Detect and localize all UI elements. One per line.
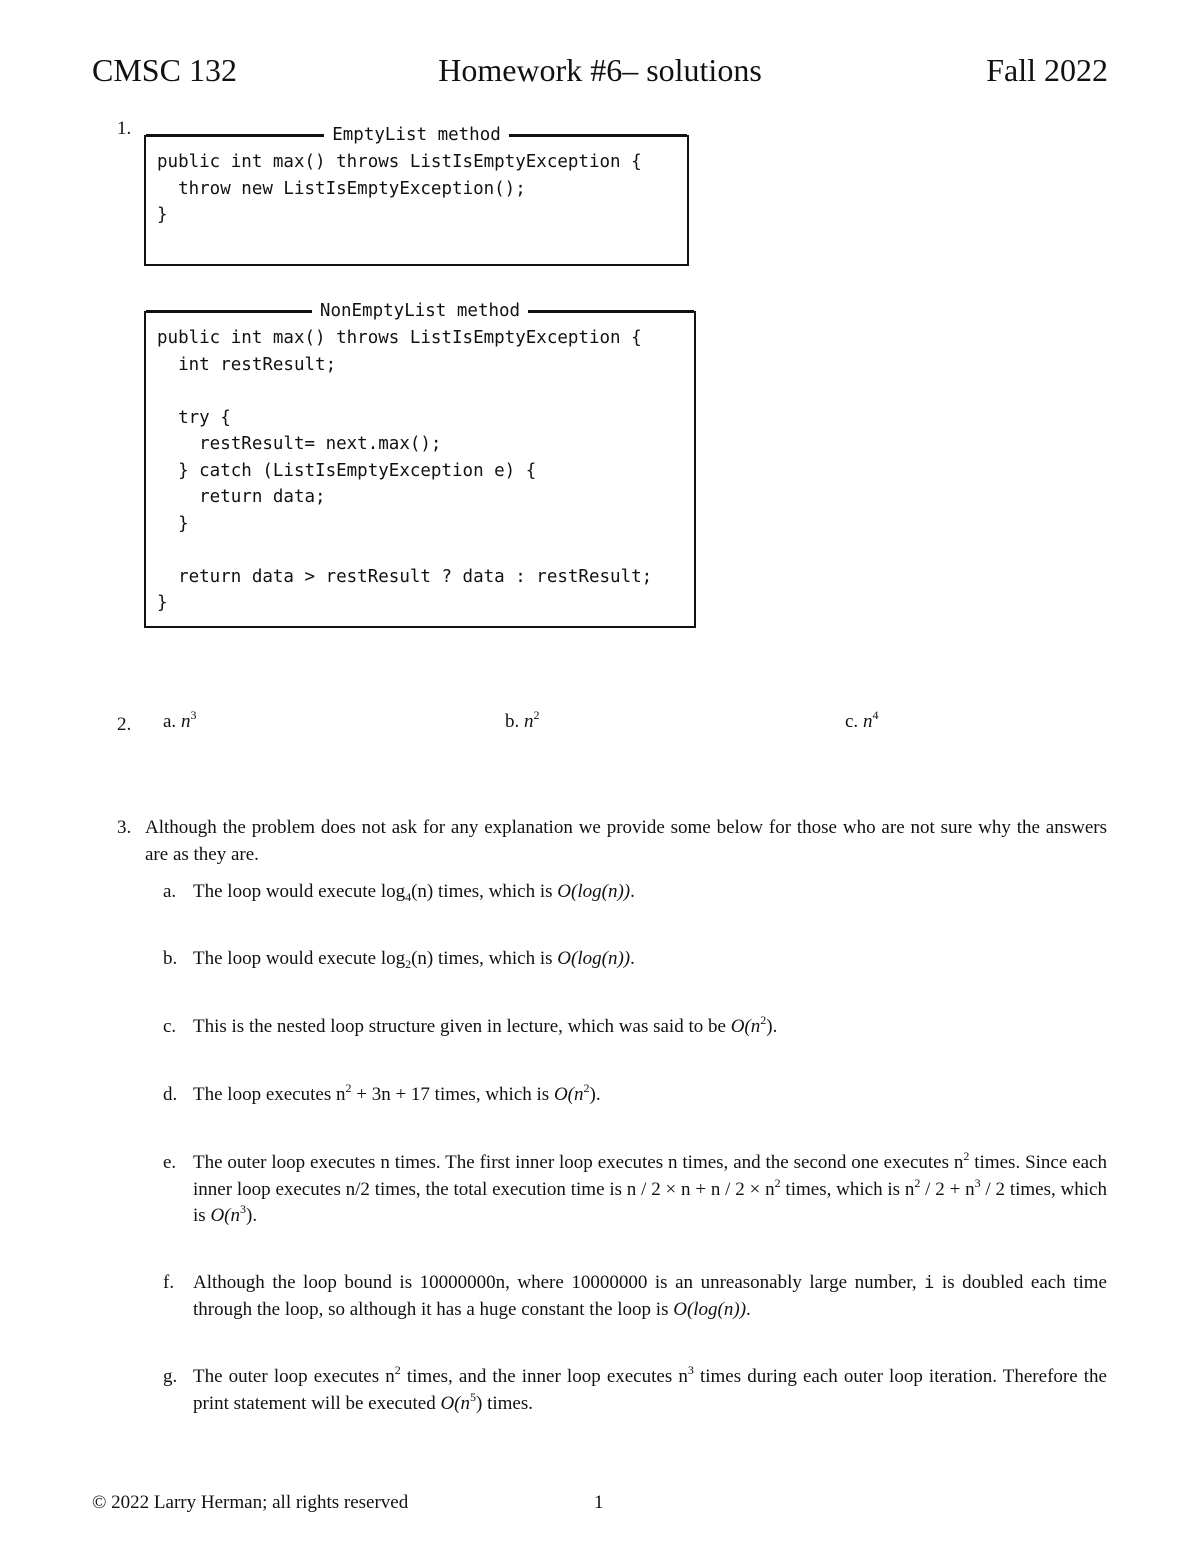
page-title: Homework #6– solutions [438,52,762,88]
answer-3a: a. The loop would execute $\log_4(n)$ times, which is O(log(n)). [163,881,635,904]
question-3-intro: Although the problem does not ask for any explanation we provide some below for those who are not sure why the answers are as they are. [145,817,1107,865]
question-3-number: 3. [117,817,132,838]
answer-2c: c. $n^4$ [845,708,879,732]
term: Fall 2022 [986,52,1108,88]
answer-3e: e. The outer loop executes n times. The first inner loop executes n times, and the second one executes $n^2$ times. Since each inner loop executes n/2 times, the total execution time is $n / 2 \times n + n / 2 \times n^2$ times, which is $n^2 / 2 + n^3 / 2$ times, which is $O(n^3)$. [163,1149,1107,1226]
answer-3d: d. The loop executes $n^2 + 3n + 17$ times, which is $O(n^2)$. [163,1081,601,1105]
nonemptylist-caption: NonEmptyList method [312,299,528,323]
answer-3f: f. Although the loop bound is 10000000n, where 10000000 is an unreasonably large number, i is doubled each time through the loop, so although it has a huge constant the loop is O(log(n)). [163,1272,1107,1320]
page-number: 1 [594,1492,604,1513]
emptylist-code-box [144,125,689,266]
emptylist-code: public int max() throws ListIsEmptyException { throw new ListIsEmptyException(); } [157,152,642,225]
copyright: © 2022 Larry Herman; all rights reserved [92,1492,409,1513]
emptylist-caption: EmptyList method [324,123,509,147]
question-1-number: 1. [117,118,132,139]
answer-3g: g. The outer loop executes $n^2$ times, and the inner loop executes $n^3$ times during each outer loop iteration. Therefore the print statement will be executed $O(n^5)$ times. [163,1363,1107,1414]
course-code: CMSC 132 [92,52,237,88]
answer-2b: b. $n^2$ [505,708,540,732]
nonemptylist-code-box [144,301,696,628]
question-2-number: 2. [117,714,132,735]
answer-3c: c. This is the nested loop structure given in lecture, which was said to be $O(n^2)$. [163,1013,778,1037]
answer-2a: a. $n^3$ [163,708,197,732]
page-header [92,52,1108,102]
answer-3b: b. The loop would execute $\log_2(n)$ times, which is O(log(n)). [163,948,635,971]
nonemptylist-code: public int max() throws ListIsEmptyException { int restResult; try { restResult= next.max(); } catch (ListIsEmptyException e) { return data; } return data > restResult ? data : restResult; } [157,328,653,613]
